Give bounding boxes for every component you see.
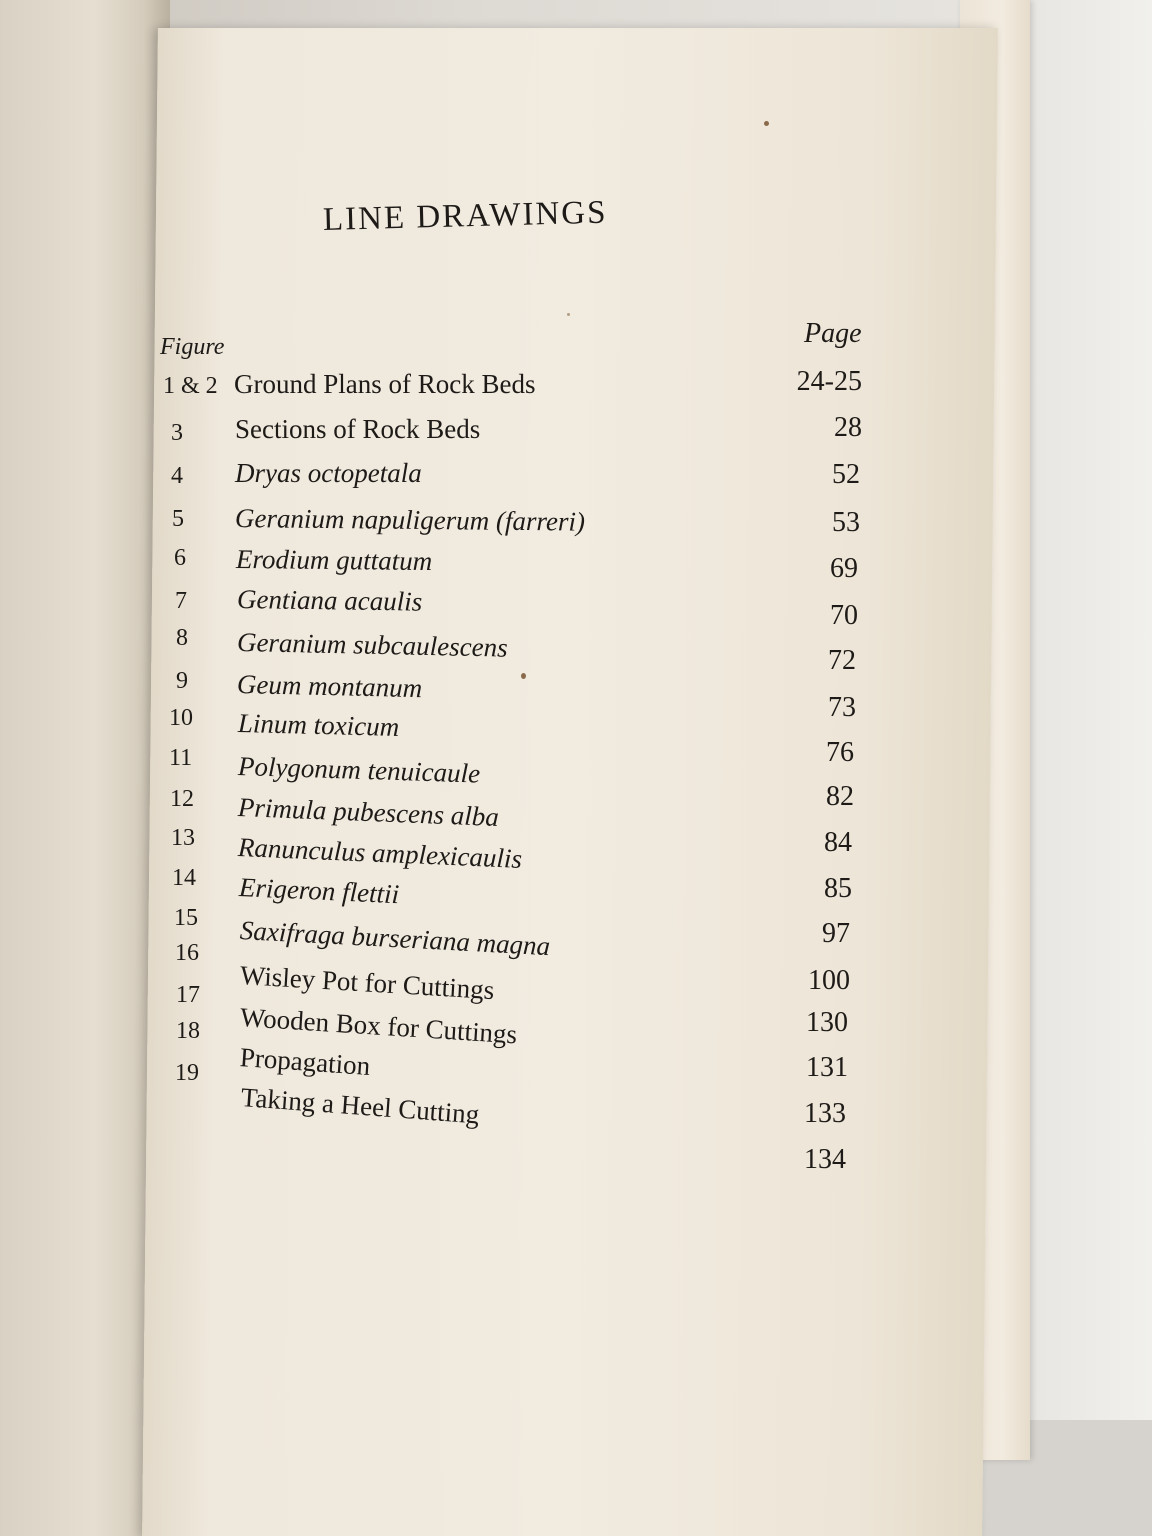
drawing-title: Geum montanum [236,669,423,704]
page-number: 130 [806,1007,848,1038]
figure-number: 5 [172,506,184,532]
page-number: 84 [824,827,852,858]
figure-number: 4 [171,463,183,489]
page-title: LINE DRAWINGS [322,194,608,238]
figure-number: 1 & 2 [163,373,218,399]
drawing-title: Ground Plans of Rock Beds [234,369,536,399]
page-number: 100 [808,965,850,996]
page-number: 97 [822,918,850,949]
figure-column-header: Figure [160,334,225,360]
page-number: 52 [832,459,860,490]
drawing-title: Primula pubescens alba [237,792,500,833]
drawing-title: Dryas octopetala [235,458,422,488]
drawing-title: Saxifraga burseriana magna [239,915,551,962]
figure-number: 11 [169,745,193,771]
page-number: 82 [826,781,854,812]
figure-number: 6 [174,545,186,571]
page-number: 70 [830,600,858,631]
page-number: 134 [804,1144,846,1175]
page-number: 28 [834,412,862,443]
figure-number: 18 [176,1018,200,1044]
drawing-title: Propagation [238,1042,372,1082]
figure-number: 9 [176,668,188,694]
figure-number: 17 [176,982,200,1008]
paper-speck [764,121,769,126]
drawing-title: Taking a Heel Cutting [239,1082,481,1130]
drawing-title: Erodium guttatum [235,544,433,577]
drawing-title: Linum toxicum [237,708,400,742]
drawing-title: Geranium napuligerum (farreri) [234,503,586,537]
drawing-title: Wooden Box for Cuttings [239,1002,519,1050]
figure-number: 14 [172,865,196,891]
drawing-title: Geranium subcaulescens [236,627,508,663]
figure-number: 3 [171,420,183,446]
drawing-title: Ranunculus amplexicaulis [237,832,523,874]
paper-speck [567,313,570,316]
page-number: 69 [830,553,858,584]
page-number: 131 [806,1052,848,1083]
figure-number: 15 [174,905,198,931]
drawing-title: Sections of Rock Beds [235,414,481,444]
figure-number: 10 [169,705,193,731]
drawing-title: Polygonum tenuicaule [237,751,481,789]
figure-number: 16 [175,940,199,966]
drawing-title: Erigeron flettii [238,872,400,910]
figure-number: 19 [175,1060,199,1086]
paper-speck [521,673,526,679]
figure-number: 12 [170,786,194,812]
page-number: 76 [826,737,854,768]
drawing-title: Gentiana acaulis [236,584,423,617]
page-number: 133 [804,1098,846,1129]
page-number: 73 [828,692,856,723]
page-number: 72 [828,645,856,676]
figure-number: 8 [176,625,188,651]
page-number: 53 [832,507,860,538]
page-number: 24-25 [796,366,862,397]
figure-number: 13 [171,825,195,851]
figure-number: 7 [175,588,187,614]
page-number: 85 [824,873,852,904]
drawing-title: Wisley Pot for Cuttings [239,960,496,1006]
page-column-header: Page [804,318,862,349]
